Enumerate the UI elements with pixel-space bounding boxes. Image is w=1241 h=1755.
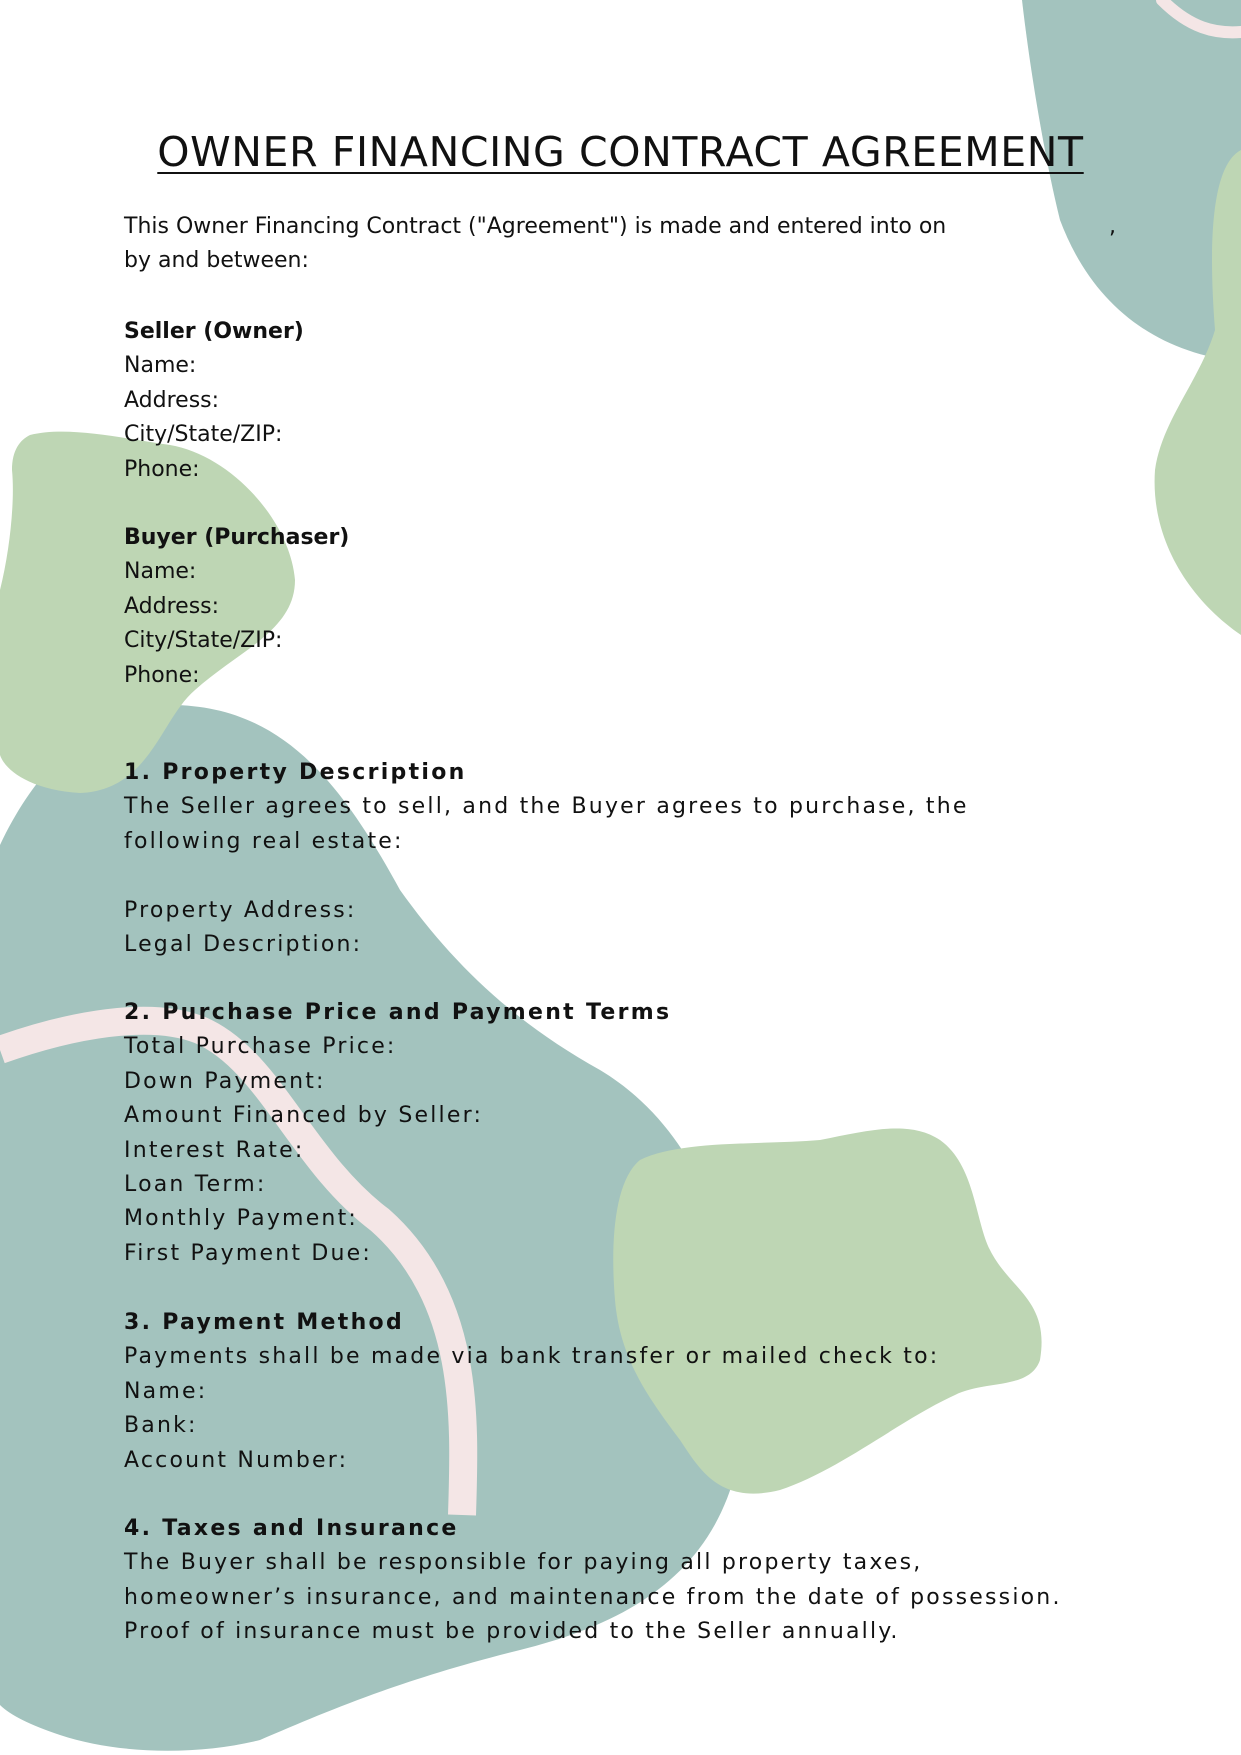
section-3-text: Payments shall be made via bank transfer or mailed check to: <box>124 1344 940 1370</box>
amount-financed-label: Amount Financed by Seller: <box>124 1103 484 1129</box>
section-property-description <box>124 756 1124 962</box>
legal-description-label: Legal Description: <box>124 932 363 958</box>
buyer-phone-label: Phone: <box>124 662 200 688</box>
spacer <box>124 859 1124 893</box>
buyer-city-label: City/State/ZIP: <box>124 628 283 654</box>
intro-paragraph <box>124 210 1124 278</box>
document-title-text: OWNER FINANCING CONTRACT AGREEMENT <box>157 128 1084 176</box>
section-4-line-1: The Buyer shall be responsible for paying all property taxes, <box>124 1550 923 1576</box>
interest-rate-label: Interest Rate: <box>124 1137 305 1163</box>
buyer-address-label: Address: <box>124 593 220 619</box>
seller-name-label: Name: <box>124 353 197 379</box>
section-payment-method <box>124 1306 1124 1478</box>
first-payment-due-label: First Payment Due: <box>124 1240 373 1266</box>
section-1-text-line-2: following real estate: <box>124 828 404 854</box>
section-4-heading: 4. Taxes and Insurance <box>124 1516 459 1541</box>
account-number-label: Account Number: <box>124 1447 349 1473</box>
section-1-text-line-1: The Seller agrees to sell, and the Buyer agrees to purchase, the <box>124 794 969 820</box>
property-address-label: Property Address: <box>124 897 357 923</box>
seller-heading: Seller (Owner) <box>124 319 304 344</box>
total-purchase-price-label: Total Purchase Price: <box>124 1034 397 1060</box>
bank-label: Bank: <box>124 1413 198 1439</box>
section-3-heading: 3. Payment Method <box>124 1310 405 1335</box>
section-1-heading: 1. Property Description <box>124 760 467 785</box>
section-purchase-price <box>124 996 1124 1271</box>
document-title <box>0 124 1241 180</box>
seller-section <box>124 315 1124 487</box>
intro-line-2: by and between: <box>124 248 309 273</box>
seller-phone-label: Phone: <box>124 456 200 482</box>
section-taxes-insurance <box>124 1512 1124 1650</box>
monthly-payment-label: Monthly Payment: <box>124 1206 359 1232</box>
buyer-heading: Buyer (Purchaser) <box>124 525 350 550</box>
intro-line-1: This Owner Financing Contract ("Agreement") is made and entered into on <box>124 214 947 239</box>
loan-term-label: Loan Term: <box>124 1172 267 1198</box>
down-payment-label: Down Payment: <box>124 1068 326 1094</box>
section-4-line-3: Proof of insurance must be provided to the Seller annually. <box>124 1619 900 1645</box>
buyer-name-label: Name: <box>124 559 197 585</box>
intro-date-comma: , <box>1109 214 1116 239</box>
seller-city-label: City/State/ZIP: <box>124 422 283 448</box>
section-2-heading: 2. Purchase Price and Payment Terms <box>124 1000 672 1025</box>
payee-name-label: Name: <box>124 1378 208 1404</box>
seller-address-label: Address: <box>124 387 220 413</box>
section-4-line-2: homeowner’s insurance, and maintenance from the date of possession. <box>124 1584 1062 1610</box>
buyer-section <box>124 521 1124 693</box>
